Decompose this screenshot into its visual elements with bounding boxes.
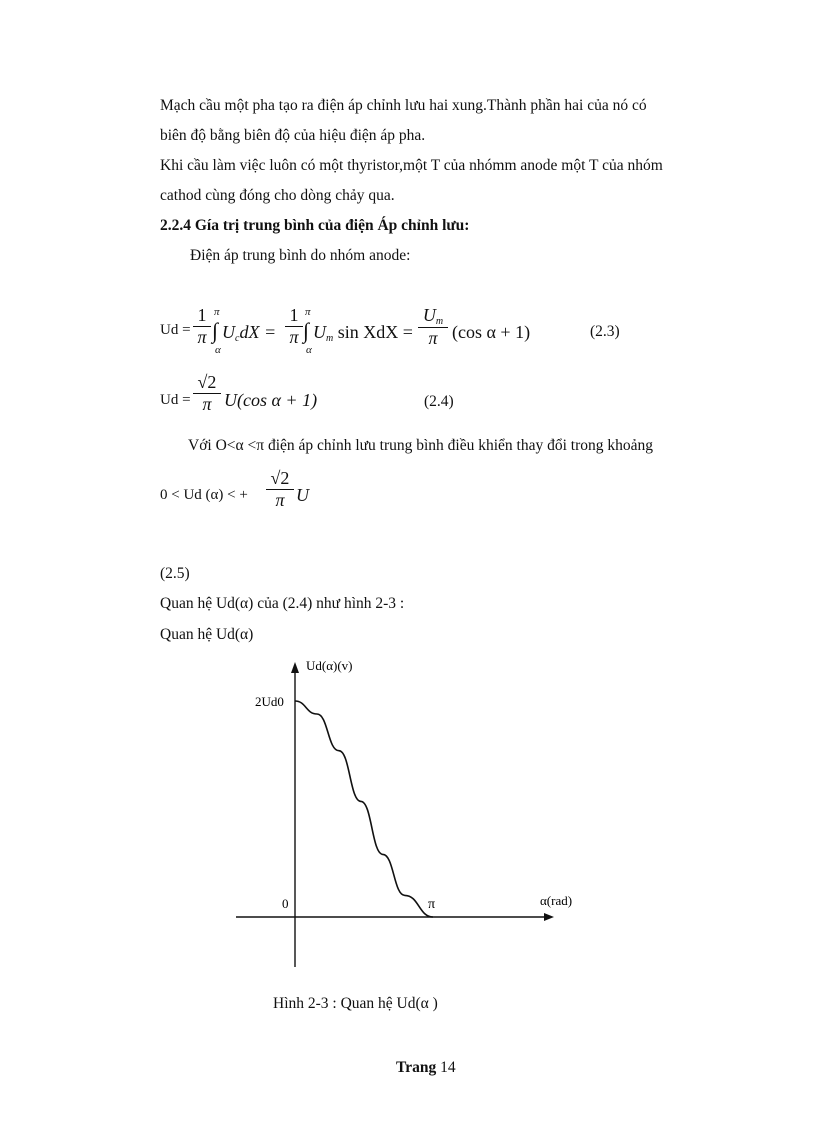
paragraph-1-line-1: Mạch cầu một pha tạo ra điện áp chỉnh lưu hai xung.Thành phần hai của nó có — [160, 97, 647, 114]
x-axis-label: α(rad) — [540, 893, 573, 908]
eq1-upper-limit-2: π — [305, 306, 311, 318]
ineq-num: √2 — [270, 468, 290, 488]
ud-curve — [295, 701, 436, 917]
x-tick-pi: π — [428, 897, 436, 912]
eq1-term2-symbol: U — [313, 322, 326, 342]
eq-number-2-5: (2.5) — [160, 565, 190, 582]
intro-text: Điện áp trung bình do nhóm anode: — [190, 247, 411, 264]
footer-number: 14 — [440, 1059, 456, 1076]
paragraph-2-line-2: cathod cùng đóng cho dòng chảy qua. — [160, 187, 395, 204]
relation-title: Quan hệ Ud(α) — [160, 626, 254, 643]
eq1-lower-limit-2: α — [306, 344, 312, 356]
origin-label: 0 — [282, 896, 289, 911]
eq1-term1-symbol: U — [222, 322, 235, 342]
section-heading: 2.2.4 Gía trị trung bình của điện Áp chỉnh lưu: — [160, 217, 470, 234]
paragraph-1-line-2: biên độ bằng biên độ của hiệu điện áp pha. — [160, 127, 426, 144]
integral-sign-1: ∫ — [212, 318, 219, 343]
eq2-lhs: Ud = — [160, 392, 191, 408]
eq1-lower-limit-1: α — [215, 344, 221, 356]
figure-caption: Hình 2-3 : Quan hệ Ud(α ) — [273, 995, 438, 1012]
y-axis-label: Ud(α)(v) — [306, 658, 353, 673]
eq2-rest: U(cos α + 1) — [224, 390, 318, 410]
range-text: Với O<α <π điện áp chỉnh lưu trung bình điều khiển thay đổi trong khoảng — [188, 437, 654, 454]
eq1-frac1-num: 1 — [197, 305, 207, 325]
eq1-frac3-den: π — [418, 327, 448, 349]
ineq-rhs: U — [296, 485, 309, 505]
paragraph-2-line-1: Khi cầu làm việc luôn có một thyristor,một T của nhómm anode một T của nhóm — [160, 157, 663, 174]
eq2-number: (2.4) — [424, 393, 454, 410]
eq1-frac3-num-sub: m — [435, 316, 444, 327]
eq1-term2-sub: m — [326, 333, 334, 344]
eq1-lhs: Ud = — [160, 322, 191, 338]
y-axis-arrow — [291, 662, 299, 673]
eq1-upper-limit-1: π — [214, 306, 220, 318]
relation-line: Quan hệ Ud(α) của (2.4) như hình 2-3 : — [160, 595, 405, 612]
eq1-frac2-den: π — [285, 326, 303, 348]
eq2-den: π — [193, 393, 221, 415]
eq1-term2-rest: sin XdX = — [337, 322, 413, 342]
eq1-term1-sub: c — [235, 333, 240, 344]
eq2-num: √2 — [197, 372, 217, 392]
integral-sign-2: ∫ — [303, 318, 310, 343]
x-axis-arrow — [544, 913, 554, 921]
eq1-term1-rest: dX = — [239, 322, 277, 342]
eq1-frac3-num-symbol: U — [422, 305, 436, 325]
eq1-rest: (cos α + 1) — [452, 322, 531, 342]
y-max-label: 2Ud0 — [255, 694, 284, 709]
eq1-number: (2.3) — [590, 323, 620, 340]
eq1-frac2-num: 1 — [289, 305, 299, 325]
ineq-den: π — [266, 489, 294, 511]
ineq-lhs: 0 < Ud (α) < + — [160, 487, 248, 503]
page-footer — [396, 1058, 456, 1078]
footer-label: Trang — [396, 1059, 437, 1076]
eq1-frac1-den: π — [193, 326, 211, 348]
